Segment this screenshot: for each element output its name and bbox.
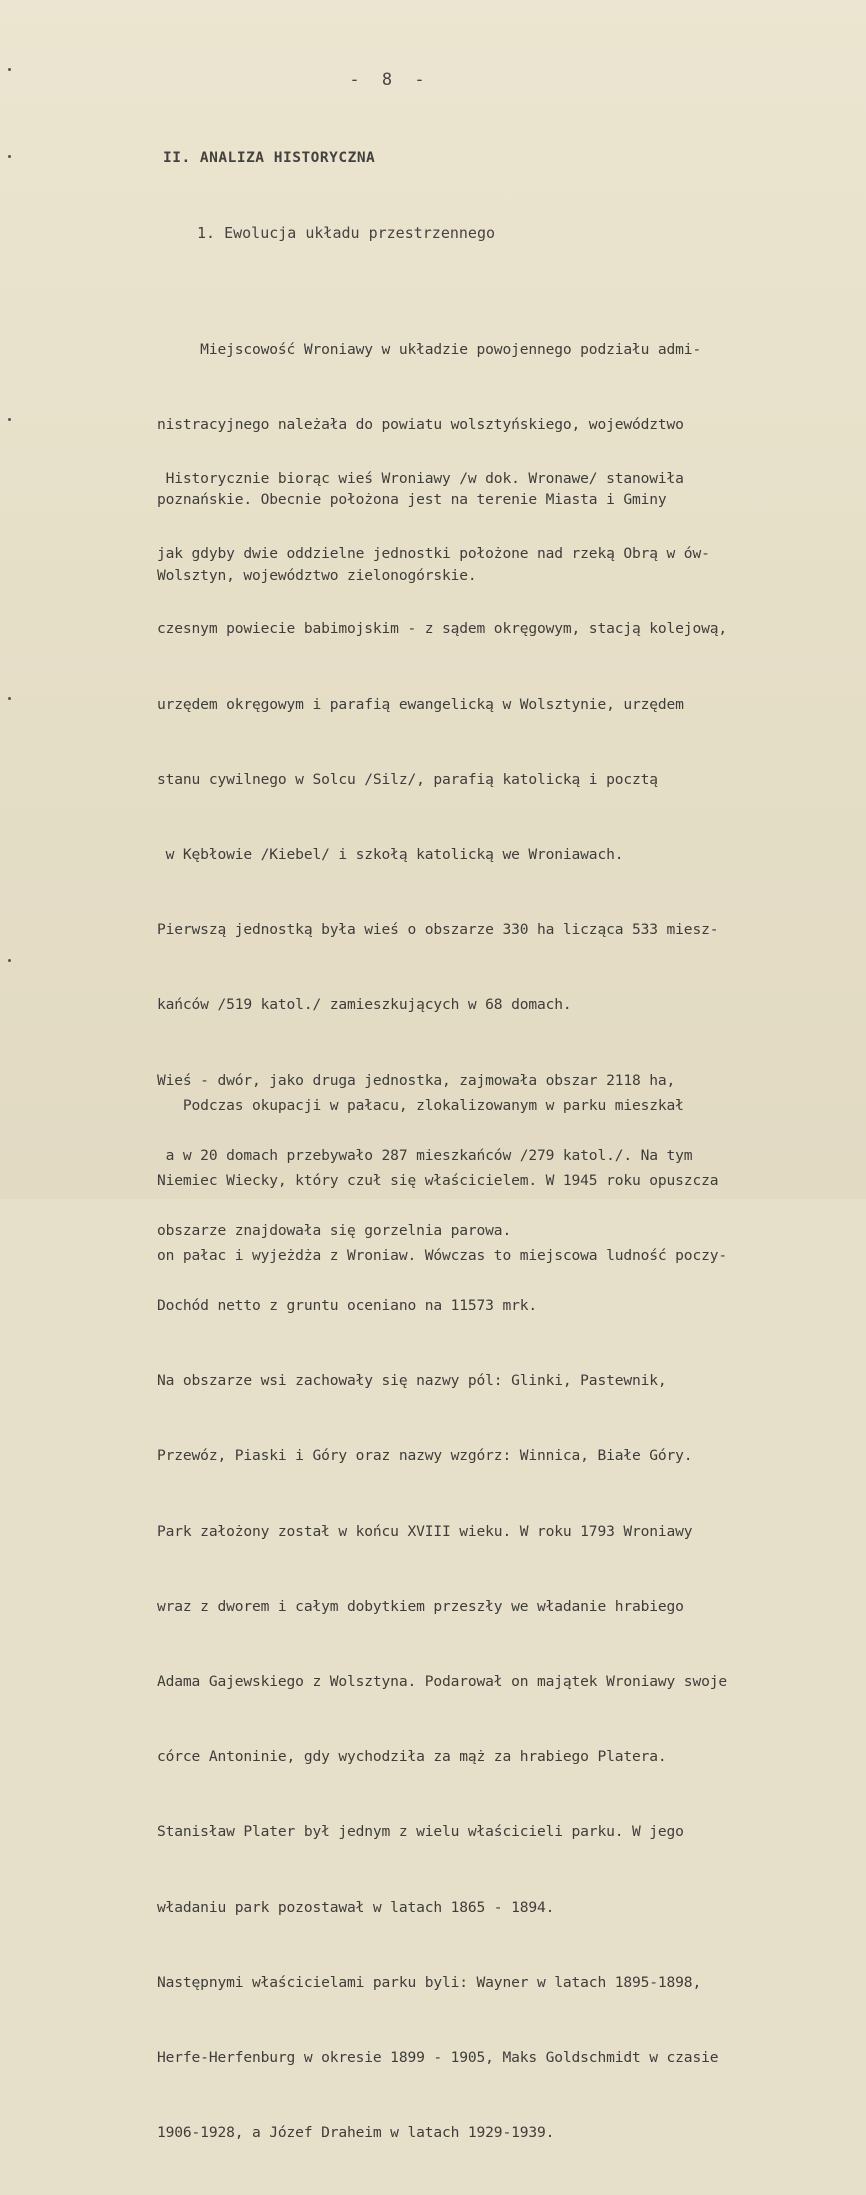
text-line: Herfe-Herfenburg w okresie 1899 - 1905, Maks Goldschmidt w czasie: [157, 2048, 719, 2066]
punch-hole-mark: [8, 697, 11, 700]
text-line: Niemiec Wiecky, który czuł się właścicielem. W 1945 roku opuszcza: [157, 1172, 719, 1190]
text-line: a w 20 domach przebywało 287 mieszkańców /279 katol./. Na tym: [157, 1146, 693, 1164]
text-line: Następnymi właścicielami parku byli: Wayner w latach 1895-1898,: [157, 1973, 702, 1991]
paragraph-occupation: [157, 1043, 866, 1319]
page-number: - 8 -: [349, 70, 431, 90]
text-line: Historycznie biorąc wieś Wroniawy /w dok. Wronawe/ stanowiła: [157, 470, 684, 487]
text-line: Pierwszą jednostką była wieś o obszarze 330 ha licząca 533 miesz-: [157, 921, 719, 939]
text-line: Wolsztyn, województwo zielonogórskie.: [157, 566, 477, 584]
text-line: Adama Gajewskiego z Wolsztyna. Podarował on majątek Wroniawy swoje: [157, 1673, 727, 1690]
text-line: 1906-1928, a Józef Draheim w latach 1929-1939.: [157, 2124, 555, 2142]
text-line: wraz z dworem i całym dobytkiem przeszły we władanie hrabiego: [157, 1597, 684, 1615]
text-line: czesnym powiecie babimojskim - z sądem okręgowym, stacją kolejową,: [157, 620, 727, 638]
text-line: Wieś - dwór, jako druga jednostka, zajmowała obszar 2118 ha,: [157, 1071, 676, 1089]
chapter-heading: II. ANALIZA HISTORYCZNA: [163, 150, 376, 166]
text-line: poznańskie. Obecnie położona jest na terenie Miasta i Gminy: [157, 491, 667, 509]
text-line: w Kębłowie /Kiebel/ i szkołą katolicką we Wroniawach.: [157, 845, 624, 863]
punch-hole-mark: [8, 959, 11, 962]
punch-hole-mark: [8, 155, 11, 158]
text-line: Stanisław Plater był jednym z wielu właścicieli parku. W jego: [157, 1823, 684, 1841]
text-line: urzędem okręgowym i parafią ewangelicką w Wolsztynie, urzędem: [157, 695, 684, 713]
text-line: obszarze znajdowała się gorzelnia parowa.: [157, 1221, 512, 1239]
text-line: Dochód netto z gruntu oceniano na 11573 mrk.: [157, 1297, 537, 1315]
text-line: kańców /519 katol./ zamieszkujących w 68 domach.: [157, 996, 572, 1014]
text-line: córce Antoninie, gdy wychodziła za mąż za hrabiego Platera.: [157, 1748, 667, 1766]
text-line: nistracyjnego należała do powiatu wolsztyńskiego, województwo: [157, 416, 684, 434]
punch-hole-mark: [8, 68, 11, 71]
text-line: Na obszarze wsi zachowały się nazwy pól: Glinki, Pastewnik,: [157, 1372, 667, 1390]
text-line: jak gdyby dwie oddzielne jednostki położone nad rzeką Obrą w ów-: [157, 545, 710, 563]
text-line: władaniu park pozostawał w latach 1865 - 1894.: [157, 1898, 555, 1916]
section-heading: 1. Ewolucja układu przestrzennego: [197, 224, 496, 242]
text-line: Miejscowość Wroniawy w układzie powojennego podziału admi-: [157, 341, 702, 358]
text-line: Podczas okupacji w pałacu, zlokalizowanym w parku mieszkał: [157, 1097, 684, 1114]
text-line: Przewóz, Piaski i Góry oraz nazwy wzgórz: Winnica, Białe Góry.: [157, 1447, 693, 1465]
text-line: Park założony został w końcu XVIII wieku. W roku 1793 Wroniawy: [157, 1522, 693, 1540]
punch-hole-mark: [8, 418, 11, 421]
text-line: stanu cywilnego w Solcu /Silz/, parafią katolicką i pocztą: [157, 770, 658, 788]
text-line: on pałac i wyjeżdża z Wroniaw. Wówczas to miejscowa ludność poczy-: [157, 1247, 727, 1265]
